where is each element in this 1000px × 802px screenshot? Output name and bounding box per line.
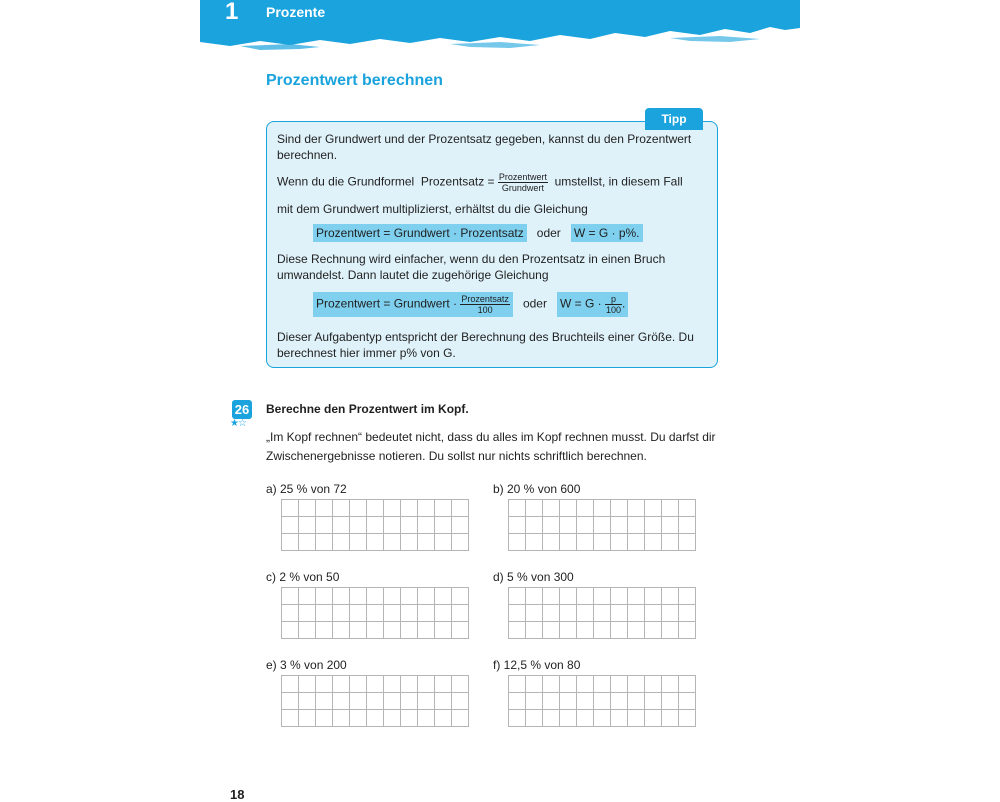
grid-cell[interactable] xyxy=(662,500,679,517)
grid-cell[interactable] xyxy=(526,605,543,622)
grid-cell[interactable] xyxy=(418,500,435,517)
grid-cell[interactable] xyxy=(526,710,543,727)
grid-cell[interactable] xyxy=(645,500,662,517)
grid-cell[interactable] xyxy=(299,710,316,727)
grid-row xyxy=(509,534,696,551)
grid-cell[interactable] xyxy=(577,517,594,534)
formula-2-highlight xyxy=(313,292,513,317)
grid-cell[interactable] xyxy=(594,676,611,693)
grid-cell[interactable] xyxy=(645,534,662,551)
grid-cell[interactable] xyxy=(452,693,469,710)
answer-grid-e[interactable] xyxy=(281,675,469,727)
grid-cell[interactable] xyxy=(418,693,435,710)
grid-cell[interactable] xyxy=(418,534,435,551)
grid-cell[interactable] xyxy=(367,588,384,605)
grid-cell[interactable] xyxy=(560,534,577,551)
grid-cell[interactable] xyxy=(543,622,560,639)
grid-cell[interactable] xyxy=(509,605,526,622)
grid-cell[interactable] xyxy=(594,605,611,622)
answer-grid-c[interactable] xyxy=(281,587,469,639)
grid-cell[interactable] xyxy=(384,622,401,639)
grid-cell[interactable] xyxy=(282,517,299,534)
grid-cell[interactable] xyxy=(282,500,299,517)
grid-cell[interactable] xyxy=(435,500,452,517)
grid-cell[interactable] xyxy=(679,588,696,605)
grid-cell[interactable] xyxy=(679,676,696,693)
grid-cell[interactable] xyxy=(509,500,526,517)
tip-paragraph-2-suffix: umstellst, in diesem Fall xyxy=(554,174,683,189)
grid-cell[interactable] xyxy=(611,588,628,605)
grid-cell[interactable] xyxy=(611,710,628,727)
grid-cell[interactable] xyxy=(560,710,577,727)
grid-cell[interactable] xyxy=(577,710,594,727)
grid-cell[interactable] xyxy=(645,605,662,622)
grid-cell[interactable] xyxy=(543,605,560,622)
grid-cell[interactable] xyxy=(299,588,316,605)
grid-cell[interactable] xyxy=(299,693,316,710)
grid-cell[interactable] xyxy=(333,500,350,517)
grid-cell[interactable] xyxy=(435,534,452,551)
grid-cell[interactable] xyxy=(526,500,543,517)
grid-cell[interactable] xyxy=(628,500,645,517)
grid-cell[interactable] xyxy=(509,534,526,551)
grid-cell[interactable] xyxy=(560,517,577,534)
chapter-number: 1 xyxy=(225,0,239,25)
grid-cell[interactable] xyxy=(662,622,679,639)
formula-2-left: Prozentwert = Grundwert · xyxy=(316,296,458,311)
grid-cell[interactable] xyxy=(526,676,543,693)
page-number: 18 xyxy=(230,787,245,802)
formula-1-short-highlight: W = G · p%. xyxy=(571,224,643,242)
grid-cell[interactable] xyxy=(299,500,316,517)
grid-cell[interactable] xyxy=(333,710,350,727)
grid-row xyxy=(282,605,469,622)
grid-cell[interactable] xyxy=(577,605,594,622)
grid-cell[interactable] xyxy=(401,605,418,622)
grid-cell[interactable] xyxy=(611,693,628,710)
grid-row xyxy=(509,605,696,622)
grid-cell[interactable] xyxy=(594,500,611,517)
grid-cell[interactable] xyxy=(628,588,645,605)
grid-cell[interactable] xyxy=(645,588,662,605)
grid-cell[interactable] xyxy=(350,517,367,534)
grid-cell[interactable] xyxy=(333,622,350,639)
grid-cell[interactable] xyxy=(611,517,628,534)
grid-cell[interactable] xyxy=(316,605,333,622)
grid-cell[interactable] xyxy=(594,622,611,639)
grid-cell[interactable] xyxy=(435,693,452,710)
tip-paragraph-3: mit dem Grundwert multiplizierst, erhältst du die Gleichung xyxy=(277,202,588,216)
grid-cell[interactable] xyxy=(384,693,401,710)
grid-cell[interactable] xyxy=(316,676,333,693)
grid-cell[interactable] xyxy=(367,710,384,727)
grid-cell[interactable] xyxy=(316,517,333,534)
grid-cell[interactable] xyxy=(577,534,594,551)
grid-cell[interactable] xyxy=(662,517,679,534)
grid-cell[interactable] xyxy=(594,517,611,534)
grid-cell[interactable] xyxy=(299,534,316,551)
grid-cell[interactable] xyxy=(509,517,526,534)
answer-grid-f[interactable] xyxy=(508,675,696,727)
grid-cell[interactable] xyxy=(333,534,350,551)
grid-cell[interactable] xyxy=(560,693,577,710)
grid-cell[interactable] xyxy=(316,588,333,605)
tip-paragraph-2-prefix: Wenn du die Grundformel xyxy=(277,174,415,189)
grid-cell[interactable] xyxy=(282,534,299,551)
grundformel-left: Prozentsatz = xyxy=(420,174,495,189)
grid-cell[interactable] xyxy=(401,517,418,534)
grundformel-fraction xyxy=(498,172,548,193)
formula-2-short-denominator: 100 xyxy=(606,305,622,315)
grid-cell[interactable] xyxy=(384,500,401,517)
grid-cell[interactable] xyxy=(452,517,469,534)
grid-row xyxy=(509,500,696,517)
grid-cell[interactable] xyxy=(418,622,435,639)
grid-cell[interactable] xyxy=(560,605,577,622)
task-title: Berechne den Prozentwert im Kopf. xyxy=(266,402,469,416)
grid-cell[interactable] xyxy=(282,710,299,727)
grid-cell[interactable] xyxy=(526,622,543,639)
grid-cell[interactable] xyxy=(662,588,679,605)
grid-cell[interactable] xyxy=(526,588,543,605)
grid-cell[interactable] xyxy=(577,676,594,693)
formula-2-short-end: . xyxy=(622,296,626,311)
grid-row xyxy=(282,622,469,639)
formula-1-highlight: Prozentwert = Grundwert · Prozentsatz xyxy=(313,224,527,242)
grid-cell[interactable] xyxy=(435,605,452,622)
grid-row xyxy=(282,710,469,727)
grid-cell[interactable] xyxy=(452,622,469,639)
grid-cell[interactable] xyxy=(526,534,543,551)
grid-cell[interactable] xyxy=(282,693,299,710)
grid-row xyxy=(509,622,696,639)
grid-cell[interactable] xyxy=(401,693,418,710)
grid-cell[interactable] xyxy=(645,622,662,639)
grid-cell[interactable] xyxy=(452,500,469,517)
grid-cell[interactable] xyxy=(628,534,645,551)
grid-cell[interactable] xyxy=(679,693,696,710)
grid-cell[interactable] xyxy=(679,710,696,727)
grid-cell[interactable] xyxy=(299,517,316,534)
chapter-title: Prozente xyxy=(266,4,326,20)
grid-cell[interactable] xyxy=(333,588,350,605)
grid-cell[interactable] xyxy=(611,622,628,639)
grid-cell[interactable] xyxy=(679,500,696,517)
grid-cell[interactable] xyxy=(282,676,299,693)
grid-cell[interactable] xyxy=(316,710,333,727)
formula-2-short-fraction xyxy=(605,294,622,315)
tip-paragraph-5: Dieser Aufgabentyp entspricht der Berechnung des Bruchteils einer Größe. Du berechnest hier immer p% von G. xyxy=(277,330,694,360)
grid-cell[interactable] xyxy=(401,500,418,517)
grid-cell[interactable] xyxy=(299,676,316,693)
grid-cell[interactable] xyxy=(367,676,384,693)
grid-cell[interactable] xyxy=(452,605,469,622)
grid-cell[interactable] xyxy=(662,676,679,693)
grid-cell[interactable] xyxy=(577,588,594,605)
grid-cell[interactable] xyxy=(452,534,469,551)
tip-label: Tipp xyxy=(645,108,703,130)
grid-cell[interactable] xyxy=(611,534,628,551)
formula-2-short-left: W = G · xyxy=(560,296,602,311)
grid-cell[interactable] xyxy=(350,588,367,605)
grid-cell[interactable] xyxy=(418,588,435,605)
grid-cell[interactable] xyxy=(509,693,526,710)
formula-1-or: oder xyxy=(536,226,561,240)
grid-cell[interactable] xyxy=(594,588,611,605)
grid-cell[interactable] xyxy=(418,517,435,534)
grid-cell[interactable] xyxy=(509,588,526,605)
grid-cell[interactable] xyxy=(628,605,645,622)
formula-2-or: oder xyxy=(522,296,547,311)
grundformel-numerator: Prozentwert xyxy=(498,172,547,182)
grid-cell[interactable] xyxy=(435,676,452,693)
grid-cell[interactable] xyxy=(594,693,611,710)
grid-cell[interactable] xyxy=(384,517,401,534)
grid-cell[interactable] xyxy=(350,693,367,710)
grid-cell[interactable] xyxy=(628,676,645,693)
answer-grid-a[interactable] xyxy=(281,499,469,551)
grid-cell[interactable] xyxy=(384,710,401,727)
grid-cell[interactable] xyxy=(560,676,577,693)
problem-b-label: b) 20 % von 600 xyxy=(493,482,581,496)
grid-cell[interactable] xyxy=(611,605,628,622)
grid-cell[interactable] xyxy=(367,605,384,622)
grid-cell[interactable] xyxy=(543,534,560,551)
grid-cell[interactable] xyxy=(367,517,384,534)
grid-cell[interactable] xyxy=(509,622,526,639)
grid-cell[interactable] xyxy=(543,693,560,710)
grid-cell[interactable] xyxy=(299,622,316,639)
grid-cell[interactable] xyxy=(418,710,435,727)
grid-cell[interactable] xyxy=(679,534,696,551)
grid-cell[interactable] xyxy=(577,500,594,517)
grid-cell[interactable] xyxy=(628,622,645,639)
grid-cell[interactable] xyxy=(452,588,469,605)
grid-row xyxy=(509,676,696,693)
grid-row xyxy=(282,534,469,551)
tip-paragraph-2 xyxy=(277,172,683,193)
grid-cell[interactable] xyxy=(594,710,611,727)
formula-2-denominator: 100 xyxy=(477,305,493,315)
grid-cell[interactable] xyxy=(679,605,696,622)
grid-cell[interactable] xyxy=(543,710,560,727)
grid-cell[interactable] xyxy=(662,710,679,727)
grid-cell[interactable] xyxy=(282,605,299,622)
grid-cell[interactable] xyxy=(401,588,418,605)
grid-cell[interactable] xyxy=(560,622,577,639)
grid-cell[interactable] xyxy=(282,622,299,639)
grid-row xyxy=(509,588,696,605)
problem-c-label: c) 2 % von 50 xyxy=(266,570,340,584)
grid-cell[interactable] xyxy=(401,622,418,639)
grid-cell[interactable] xyxy=(645,676,662,693)
grid-cell[interactable] xyxy=(282,588,299,605)
grid-cell[interactable] xyxy=(350,534,367,551)
grid-cell[interactable] xyxy=(509,710,526,727)
formula-2-fraction xyxy=(460,294,510,315)
grid-row xyxy=(282,517,469,534)
grid-cell[interactable] xyxy=(452,676,469,693)
grid-cell[interactable] xyxy=(662,534,679,551)
grid-cell[interactable] xyxy=(645,710,662,727)
grid-row xyxy=(282,500,469,517)
grid-cell[interactable] xyxy=(350,622,367,639)
grid-cell[interactable] xyxy=(679,622,696,639)
grid-cell[interactable] xyxy=(401,710,418,727)
grid-cell[interactable] xyxy=(435,622,452,639)
grid-cell[interactable] xyxy=(526,517,543,534)
grid-cell[interactable] xyxy=(350,676,367,693)
grid-cell[interactable] xyxy=(452,710,469,727)
tip-paragraph-4: Diese Rechnung wird einfacher, wenn du den Prozentsatz in einen Bruch umwandelst. Dann lautet die zugehörige Gleichung xyxy=(277,252,666,282)
grundformel-denominator: Grundwert xyxy=(501,183,544,193)
problem-d-label: d) 5 % von 300 xyxy=(493,570,574,584)
grid-cell[interactable] xyxy=(350,710,367,727)
grid-cell[interactable] xyxy=(679,517,696,534)
formula-2-short-numerator: p xyxy=(605,294,622,305)
grid-cell[interactable] xyxy=(594,534,611,551)
formula-2-short-highlight xyxy=(557,292,628,317)
tip-paragraph-1: Sind der Grundwert und der Prozentsatz gegeben, kannst du den Prozentwert berechnen. xyxy=(277,132,692,162)
formula-row-2 xyxy=(313,292,628,317)
grid-cell[interactable] xyxy=(645,693,662,710)
grid-cell[interactable] xyxy=(401,534,418,551)
grid-cell[interactable] xyxy=(560,588,577,605)
problem-e-label: e) 3 % von 200 xyxy=(266,658,347,672)
grid-cell[interactable] xyxy=(299,605,316,622)
grid-cell[interactable] xyxy=(316,622,333,639)
grid-cell[interactable] xyxy=(543,588,560,605)
grid-cell[interactable] xyxy=(577,693,594,710)
grid-cell[interactable] xyxy=(560,500,577,517)
grid-cell[interactable] xyxy=(418,605,435,622)
grid-cell[interactable] xyxy=(367,622,384,639)
grid-cell[interactable] xyxy=(628,710,645,727)
grid-cell[interactable] xyxy=(333,693,350,710)
grid-cell[interactable] xyxy=(316,500,333,517)
grid-cell[interactable] xyxy=(662,605,679,622)
grid-cell[interactable] xyxy=(611,500,628,517)
grid-row xyxy=(282,588,469,605)
problem-f-label: f) 12,5 % von 80 xyxy=(493,658,581,672)
grid-cell[interactable] xyxy=(367,500,384,517)
grid-cell[interactable] xyxy=(628,693,645,710)
task-intro: „Im Kopf rechnen“ bedeutet nicht, dass du alles im Kopf rechnen musst. Du darfst dir Zwischenergebnisse notieren. Du sollst nur nichts schriftlich berechnen. xyxy=(266,430,716,463)
grid-cell[interactable] xyxy=(435,710,452,727)
grid-row xyxy=(509,693,696,710)
grid-cell[interactable] xyxy=(543,517,560,534)
grid-cell[interactable] xyxy=(543,500,560,517)
answer-grid-d[interactable] xyxy=(508,587,696,639)
difficulty-stars-icon: ★☆ xyxy=(230,418,246,429)
grid-row xyxy=(509,710,696,727)
grid-cell[interactable] xyxy=(333,676,350,693)
problem-a-label: a) 25 % von 72 xyxy=(266,482,347,496)
grid-cell[interactable] xyxy=(611,676,628,693)
section-title: Prozentwert berechnen xyxy=(266,72,443,89)
grid-cell[interactable] xyxy=(577,622,594,639)
grid-cell[interactable] xyxy=(435,588,452,605)
grid-cell[interactable] xyxy=(401,676,418,693)
grid-cell[interactable] xyxy=(367,693,384,710)
grid-cell[interactable] xyxy=(645,517,662,534)
grid-cell[interactable] xyxy=(526,693,543,710)
grid-cell[interactable] xyxy=(418,676,435,693)
grid-cell[interactable] xyxy=(662,693,679,710)
grid-row xyxy=(282,676,469,693)
grid-row xyxy=(282,693,469,710)
task-number-badge: 26 xyxy=(232,400,252,419)
grid-cell[interactable] xyxy=(628,517,645,534)
grid-cell[interactable] xyxy=(333,605,350,622)
grid-cell[interactable] xyxy=(350,500,367,517)
grid-cell[interactable] xyxy=(333,517,350,534)
formula-2-numerator: Prozentsatz xyxy=(461,294,509,304)
grid-cell[interactable] xyxy=(435,517,452,534)
grid-cell[interactable] xyxy=(509,676,526,693)
grid-cell[interactable] xyxy=(384,676,401,693)
grid-cell[interactable] xyxy=(543,676,560,693)
grid-cell[interactable] xyxy=(384,534,401,551)
formula-row-1 xyxy=(313,224,643,242)
grid-cell[interactable] xyxy=(316,534,333,551)
grid-cell[interactable] xyxy=(367,534,384,551)
grid-row xyxy=(509,517,696,534)
grid-cell[interactable] xyxy=(384,588,401,605)
grid-cell[interactable] xyxy=(384,605,401,622)
grid-cell[interactable] xyxy=(316,693,333,710)
grid-cell[interactable] xyxy=(350,605,367,622)
answer-grid-b[interactable] xyxy=(508,499,696,551)
